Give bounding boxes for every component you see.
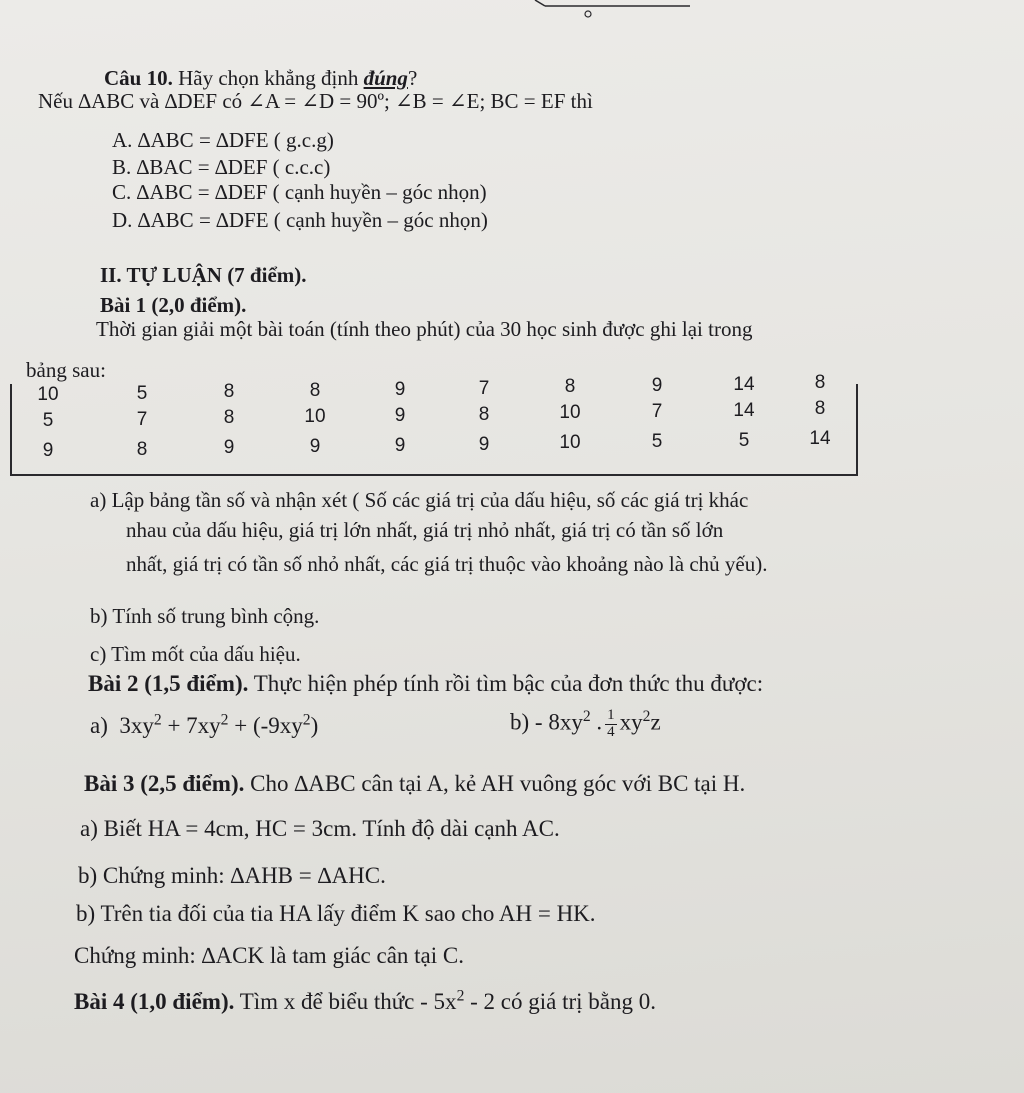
table-cell: 10 [37,384,59,405]
bai1-c: c) Tìm mốt của dấu hiệu. [90,642,301,666]
data-table [10,372,858,476]
table-cell: 9 [309,436,321,458]
table-cell: 9 [478,433,490,455]
table-cell: 8 [814,372,826,394]
cau10-condition: Nếu ∆ABC và ∆DEF có ∠A = ∠D = 90º; ∠B = ∠E; BC = EF thì [38,89,593,113]
bai4: Bài 4 (1,0 điểm). Tìm x để biểu thức - $5x^2 - 2$ có giá trị bằng 0. [74,987,656,1014]
bai2-title: Bài 2 (1,5 điểm). Thực hiện phép tính rồi tìm bậc của đơn thức thu được: [88,671,764,696]
table-cell: 8 [814,398,826,420]
table-cell: 10 [559,402,581,424]
bai1-b: b) Tính số trung bình cộng. [90,604,320,628]
bai1-intro: Thời gian giải một bài toán (tính theo phút) của 30 học sinh được ghi lại trong [96,317,753,341]
table-cell: 8 [136,438,148,460]
bai3-b2: b) Trên tia đối của tia HA lấy điểm K sao cho AH = HK. [76,901,596,926]
table-cell: 14 [809,428,831,450]
table-cell: 8 [564,376,576,398]
bai1-intro-cont: bảng sau: [26,358,106,382]
bai3-c: Chứng minh: ∆ACK là tam giác cân tại C. [74,943,465,968]
table-cell: 8 [478,403,490,425]
bai1-title: Bài 1 (2,0 điểm). [100,293,247,317]
figure-fragment [520,0,720,22]
cau10-option-b: B. ∆BAC = ∆DEF ( c.c.c) [112,155,331,179]
table-cell: 10 [304,406,326,428]
bai1-a-line3: nhất, giá trị có tần số nhỏ nhất, các giá trị thuộc vào khoảng nào là chủ yếu). [126,552,768,576]
table-cell: 8 [223,381,235,403]
table-cell: 9 [394,434,406,456]
table-cell: 7 [136,408,148,430]
bai2-b: $b) - 8xy^2$ . $\frac{1}{4}$ $xy^2z$ [510,707,661,740]
table-cell: 5 [738,429,750,451]
table-cell: 5 [651,430,663,452]
bai2-a: a) $3xy^2 + 7xy^2 + (-9xy^2)$ [90,711,319,738]
cau10-option-c: C. ∆ABC = ∆DEF ( cạnh huyền – góc nhọn) [112,180,487,204]
bai1-a-line2: nhau của dấu hiệu, giá trị lớn nhất, giá trị nhỏ nhất, giá trị có tần số lớn [126,518,724,542]
table-cell: 10 [559,432,581,454]
fraction: $\frac{1}{4}$ [607,707,615,740]
bai3-title: Bài 3 (2,5 điểm). Cho ∆ABC cân tại A, kẻ AH vuông góc với BC tại H. [84,771,746,796]
cau10-option-a: A. ∆ABC = ∆DFE ( g.c.g) [112,128,334,152]
table-cell: 9 [394,404,406,426]
section-heading: II. TỰ LUẬN (7 điểm). [100,263,307,287]
table-cell: 9 [223,437,235,459]
table-cell: 7 [651,400,663,422]
cau10-title: Câu 10. Hãy chọn khẳng định đúng? [104,66,418,90]
table-cell: 9 [651,374,663,396]
bai3-b1: b) Chứng minh: ∆AHB = ∆AHC. [78,863,386,888]
bai3-a: a) Biết HA = 4cm, HC = 3cm. Tính độ dài cạnh AC. [80,816,560,841]
table-cell: 8 [223,407,235,429]
table-cell: 7 [478,377,490,399]
table-cell: 14 [733,399,755,421]
table-cell: 9 [394,378,406,400]
table-cell: 9 [42,440,54,461]
bai1-a-line1: a) Lập bảng tần số và nhận xét ( Số các giá trị của dấu hiệu, số các giá trị khác [90,488,749,512]
table-cell: 5 [42,410,54,431]
table-cell: 14 [733,373,755,395]
table-cell: 5 [136,382,148,404]
cau10-option-d: D. ∆ABC = ∆DFE ( cạnh huyền – góc nhọn) [112,208,488,232]
table-cell: 8 [309,380,321,402]
